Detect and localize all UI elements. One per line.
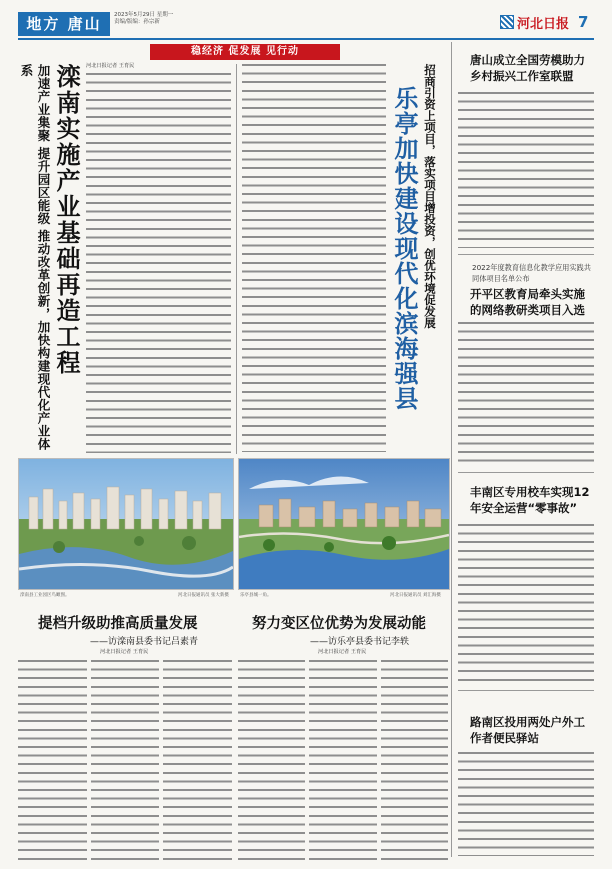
left-subhead: 加速产业集聚 提升园区能级 推动改革创新，加快构建现代化产业体系 (19, 64, 51, 451)
news-kicker-2: 2022年度教育信息化教学应用实践共同体项目名单公布 (472, 263, 591, 283)
text-block (242, 64, 386, 452)
page-number: 7 (578, 13, 589, 31)
news-body-4 (458, 752, 594, 856)
right-photo-credit: 河北日报通讯员 刘汇海摄 (390, 593, 441, 598)
city-aerial-image (19, 459, 233, 589)
article-separator (458, 254, 594, 255)
news-headline-2: 开平区教育局牵头实施的网络教研类项目入选 (470, 287, 585, 317)
interview2-byline: 河北日报记者 王育民 (318, 649, 367, 655)
text-column (238, 660, 305, 860)
interview2-title: 努力变区位优势为发展动能 (252, 616, 426, 632)
left-photo-credit: 河北日报通讯员 张大新摄 (178, 593, 229, 598)
left-body-text (86, 62, 231, 452)
masthead (500, 12, 588, 32)
header-rule (18, 38, 594, 40)
interview1-title: 提档升级助推高质量发展 (38, 616, 198, 632)
news-headline-4: 路南区投用两处户外工作者便民驿站 (470, 715, 585, 745)
column-divider (236, 64, 237, 454)
news-headline-1: 唐山成立全国劳模助力乡村振兴工作室联盟 (470, 53, 585, 83)
left-byline: 河北日报记者 王育民 (86, 63, 135, 69)
news-headline-3: 丰南区专用校车实现12年安全运营“零事故” (470, 485, 590, 515)
left-headline: 滦南实施产业基础再造工程 (52, 64, 80, 376)
interview2-subtitle: ——访乐亭县委书记李轶 (310, 637, 410, 647)
text-column (18, 660, 87, 860)
article-separator (458, 690, 594, 691)
article-separator (458, 472, 594, 473)
text-column (309, 660, 376, 860)
left-photo-caption: 滦南县工业园区鸟瞰图。 (20, 593, 70, 598)
interview2-body (238, 660, 448, 860)
paper-name: 河北日报 (517, 16, 570, 32)
interview1-body (18, 660, 232, 860)
right-subhead: 招商引资上项目，落实项目增投资，创优环境促发展 (423, 64, 437, 329)
text-column (381, 660, 448, 860)
news-body-2 (458, 322, 594, 466)
lakeside-city-image (239, 459, 449, 589)
right-headline: 乐亭加快建设现代化滨海强县 (390, 86, 418, 411)
text-column (91, 660, 160, 860)
interview1-subtitle: ——访滦南县委书记吕素青 (90, 637, 199, 647)
section-label: 地方 唐山 (18, 12, 110, 36)
qr-code-icon (500, 15, 514, 29)
news-body-3 (458, 524, 594, 684)
topic-banner: 稳经济 促发展 见行动 (150, 44, 340, 60)
right-body-text (242, 64, 386, 454)
right-photo (238, 458, 450, 590)
right-photo-caption: 乐亭县城一角。 (240, 593, 272, 598)
interview1-byline: 河北日报记者 王育民 (100, 649, 149, 655)
text-column (163, 660, 232, 860)
text-block (86, 73, 231, 453)
column-divider (451, 42, 452, 857)
left-photo (18, 458, 234, 590)
news-body-1 (458, 92, 594, 248)
date-info: 2023年5月29日 星期一 责编/版编：孙宗新 (114, 12, 174, 25)
